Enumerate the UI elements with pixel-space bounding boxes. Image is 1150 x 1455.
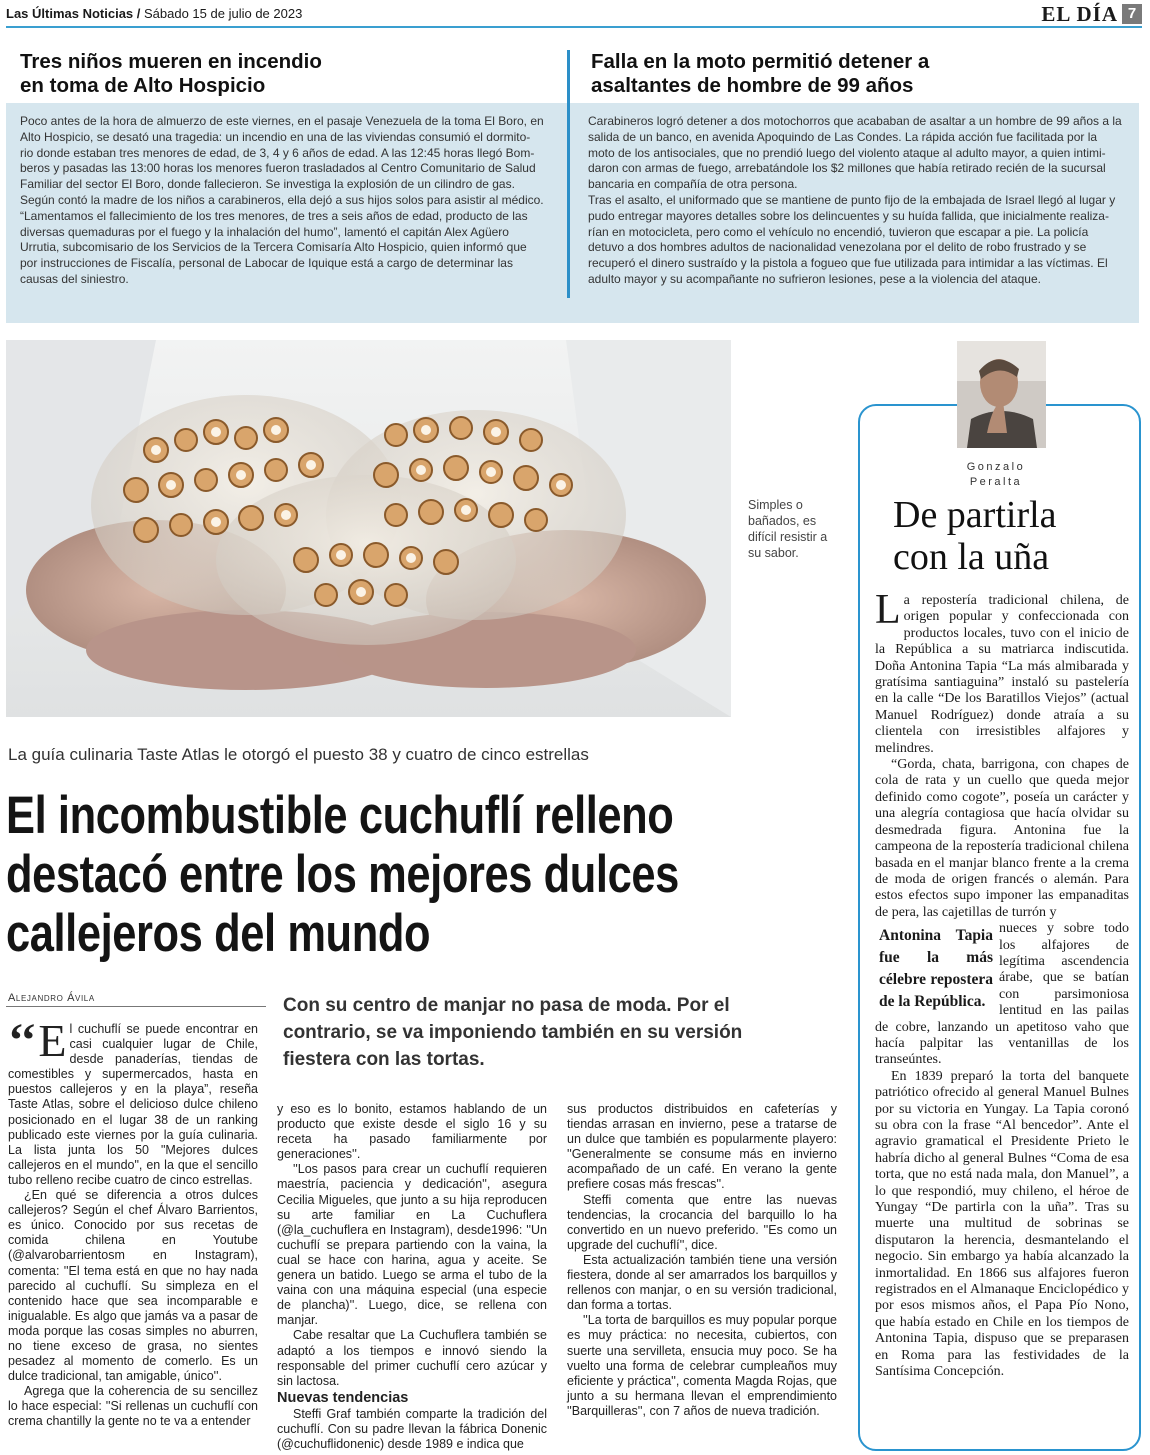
page-number: 7 [1122, 4, 1142, 24]
author-avatar [957, 341, 1046, 448]
brief-left-headline: Tres niños mueren en incendio en toma de Alto Hospicio [20, 50, 322, 97]
brief-right-body: Carabineros logró detener a dos motochorros que acababan de asaltar a un hombre de 99 años a la salida de un banco, en avenida Apoquindo de Las Condes. La rápida acción fue facilitada por la moto de los antisociales, que no prendió luego del violento ataque al adulto mayor, a quien intimi- daron con armas de fuego, arrebatándole los $2 millones que había retirado recién de la sucursal bancaria en compañía de otra persona. Tras el asalto, el uniformado que se mantiene de punto fijo de la embajada de Israel llegó al lugar y pudo entregar mayores detalles sobre los delincuentes y su huída fallida, que inicialmente realiza- rían en motocicleta, pero como el vehículo no encendió, tuvieron que escapar a pie. La policía detuvo a dos hombres adultos de nacionalidad venezolana por el delito de robo frustrado y se recuperó el dinero sustraído y la pistola a fogueo que fue utilizada para intimidar a las víctimas. El adulto mayor y su acompañante no sufrieron lesiones, pese a la violencia del ataque. [588, 114, 1122, 286]
photo-caption: Simples o bañados, es difícil resistir a su sabor. [748, 498, 828, 560]
byline-rule [6, 1006, 266, 1007]
author-portrait-image [957, 341, 1046, 448]
top-divider [6, 26, 1142, 28]
body-paragraph: Cabe resaltar que La Cuchuflera también se adaptó a los tiempos e innovó siendo la responsable del primer cuchuflí cero azúcar y sin lactosa. [277, 1328, 547, 1388]
body-paragraph: y eso es lo bonito, estamos hablando de un producto que existe desde el siglo 16 y su receta ha pasado familiarmente por generaciones''. [277, 1102, 547, 1162]
pull-quote: Antonina Tapia fue la más célebre repostera de la República. [879, 927, 993, 1011]
body-paragraph: Steffi Graf también comparte la tradición del cuchuflí. Con su padre llevan la fábrica Donenic (@cuchuflidonenic) desde 1989 e indica que [277, 1406, 547, 1451]
body-column-2 [277, 1102, 547, 1452]
column-paragraph: “Gorda, chata, barrigona, con chapes de cola de rata y un cuello que queda mejor definido como cogote”, poseía un carácter y una alegría contagiosa que hacía olvidar su desmedrada figura. Antonina fue la campeona de la repostería tradicional chilena basada en el manjar blanco frente a la crema de moda de origen francés o alemán. Para estos efectos supo imponer las empanaditas de pera, las cajetillas de turrón y [875, 757, 1129, 920]
body-paragraph: ¿En qué se diferencia a otros dulces callejeros? Según el chef Álvaro Barrientos, es único. Conocido por sus recetas de comida chilena en Youtube (@alvarobarrientosm en Instagram), comenta: ''El tema está en que no hay nada parecido al cuchuflí. Su simpleza en el contenido hace que sea incomparable e inigualable. Es algo que jamás va a pasar de moda porque las cosas simples no aburren, no tiene exceso de grasa, no sientes pesadez al momento de comerlo. Es un dulce tradicional, tan amigable, único''. [8, 1188, 258, 1384]
body-paragraph: ''Los pasos para crear un cuchuflí requieren maestría, paciencia y dedicación'', asegura Cecilia Migueles, que junto a su hija reproducen su arte familiar en La Cuchuflera (@la_cuchuflera en Instagram), desde1996: ''Un cuchuflí se prepara partiendo con la vaina, la cual se hace con harina, agua y aceite. Se genera un batido. Luego se arma el tubo de la vaina con una máquina especial (una especie de plancha)''. Luego, dice, se rellena con manjar. [277, 1162, 547, 1328]
masthead: Las Últimas Noticias / Sábado 15 de julio de 2023 [6, 6, 303, 21]
column-paragraph: En 1839 preparó la torta del banquete patriótico ofrecido al general Manuel Bulnes por su victoria en Yungay. La Tapia coronó su obra con la frase “Al bencedor”. Ante el agravio gramatical el Presidente Prieto le habría dicho al general Bulnes “Coma de esa torta, que no está nada mala, don Manuel”, a lo que respondió, muy chileno, el héroe de Yungay “De partirla con la uña”. Tras su muerte una multitud de sobrinas se disputaron la herencia, desmantelando el negocio. Sin embargo ya había alcanzado la inmortalidad. En 1866 sus alfajores fueron registrados en el Almanaque Enciclopédico y por esos mismos años, el Papa Pío Nono, que había estado en Chile en los tiempos de Antonina Tapia, dispuso que se preparasen en Roma para las festividades de la Santísima Concepción. [875, 1068, 1129, 1380]
column-paragraph: La repostería tradicional chilena, de origen popular y confeccionada con productos locales, tuvo con el inicio de la República a su matriarca indiscutida. Doña Antonina Tapia “La más almibarada y gratísima santiaguina” instaló su pastelería en la calle “De los Baratillos Viejos” (actual Manuel Rodríguez) donde atraía a su clientela con irresistibles alfajores y melindres. [875, 587, 1129, 756]
column-body [875, 587, 1129, 1381]
body-paragraph: Agrega que la coherencia de su sencillez lo hace especial: ''Si rellenas un cuchuflí con crema chantilly la gente no te va a entender [8, 1384, 258, 1429]
brief-left-body: Poco antes de la hora de almuerzo de este viernes, en el pasaje Venezuela de la toma El Boro, en Alto Hospicio, se desató una tragedia: un incendio en una de las viviendas consumió el dormito- rio donde estaban tres menores de edad, de 3, 4 y 6 años de edad. A las 12:45 horas llegó Bom- beros y pasadas las 13:00 horas los menores fueron trasladados al Centro Comunitario de Salud Familiar del sector El Boro, donde fallecieron. Se investiga la explosión de un cilindro de gas. Según contó la madre de los niños a carabineros, ella dejó a sus hijos solos para asistir al médico. “Lamentamos el fallecimiento de los tres menores, de tres a seis años de edad, producto de las diversas quemaduras por el fuego y la inhalación del humo”, lamentó el capitán Alex Agüero Urrutia, subcomisario de los Servicios de la Tercera Comisaría Alto Hospicio, quien informó que por instrucciones de Fiscalía, personal de Labocar de Iquique está a cargo de determinar las causas del siniestro. [20, 114, 544, 286]
deck: Con su centro de manjar no pasa de moda. Por el contrario, se va imponiendo también en su versión fiestera con las tortas. [283, 995, 743, 1070]
body-paragraph: Steffi comenta que entre las nuevas tendencias, la crocancia del barquillo lo ha convertido en un nuevo preferido. ''Es como un upgrade del cuchuflí'', dice. [567, 1192, 837, 1252]
main-headline: El incombustible cuchuflí relleno destacó entre los mejores dulces callejeros del mundo [6, 786, 679, 963]
issue-date: Sábado 15 de julio de 2023 [144, 6, 303, 21]
brief-right-headline: Falla en la moto permitió detener a asaltantes de hombre de 99 años [591, 50, 930, 97]
body-paragraph: sus productos distribuidos en cafeterías y tiendas arrasan en invierno, pese a tratarse de un dulce que también es popularmente playero: ''Generalmente se consume más en invierno acompañado de un café. En verano la gente prefiere cosas más frescas''. [567, 1102, 837, 1192]
body-paragraph: ''La torta de barquillos es muy popular porque es muy práctica: no necesita, cubiertos, con suerte una servilleta, ensucia muy poco. Se ha vuelto una forma de celebrar cumpleaños muy eficiente y práctica'', comenta Magda Rojas, que junto a su hermana llevan el emprendimiento ''Barquilleras'', con 7 años de nueva tradición. [567, 1313, 837, 1418]
body-paragraph: ‘‘ E l cuchuflí se puede encontrar en casi cualquier lugar de Chile, desde panaderías, tiendas de comestibles y supermercados, hasta en puestos callejeros y en la playa”, reseña Taste Atlas, sobre el delicioso dulce chileno posicionado en el lugar 38 de un ranking publicado este viernes por la guía culinaria. La lista junta los 50 "Mejores dulces callejeros en el mundo", en la que el sencillo tubo relleno recibe cuatro de cinco estrellas. [8, 1014, 258, 1187]
author-last-name: Peralta [969, 476, 1023, 488]
cuchufli-photo [6, 340, 731, 717]
byline: Alejandro Ávila [8, 992, 95, 1004]
column-title: De partirla con la uña [893, 494, 1057, 578]
subhead: Nuevas tendencias [277, 1389, 409, 1406]
briefs-divider [567, 50, 570, 298]
author-first-name: Gonzalo [966, 461, 1026, 473]
section-name: EL DÍA [1041, 2, 1118, 26]
body-paragraph: Esta actualización también tiene una versión fiestera, donde al ser amarrados los barquillos y rellenos con manjar, o en su versión tradicional, dan forma a tortas. [567, 1252, 837, 1313]
kicker: La guía culinaria Taste Atlas le otorgó el puesto 38 y cuatro de cinco estrellas [8, 745, 589, 764]
paper-name: Las Últimas Noticias [6, 6, 134, 21]
column-paragraph: nueces y sobre todo los alfajores de legítima ascendencia árabe, que se batían con parsimoniosa lentitud en las pailas de cobre, lanzando un apetitoso vaho que hacía palpitar las ventanillas de los transeúntes. [875, 921, 1129, 1068]
hands-holding-cuchuflis-image [6, 340, 731, 717]
body-column-1 [8, 1014, 258, 1430]
body-column-3 [567, 1102, 837, 1419]
